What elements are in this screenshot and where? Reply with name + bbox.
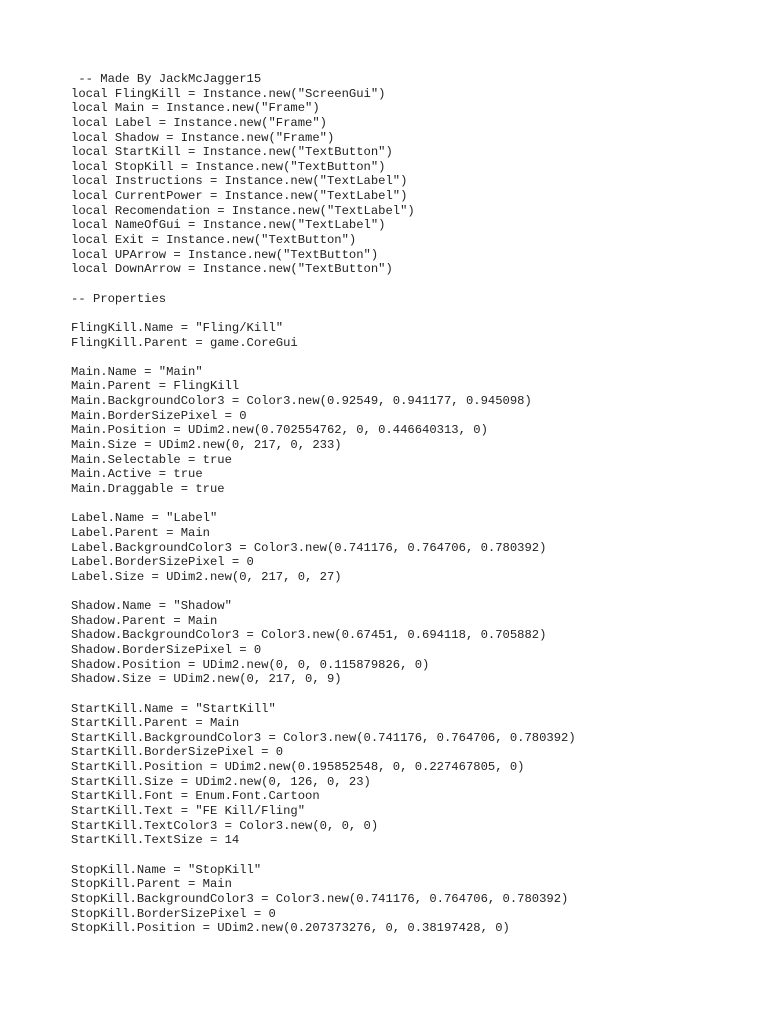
code-line: local Label = Instance.new("Frame") bbox=[71, 115, 327, 130]
code-line: StartKill.BorderSizePixel = 0 bbox=[71, 745, 284, 760]
code-line bbox=[71, 277, 751, 292]
code-line: Shadow.BackgroundColor3 = Color3.new(0.67451, 0.694118, 0.705882) bbox=[71, 628, 547, 643]
code-line: Main.Active = true bbox=[71, 467, 203, 482]
code-line: Main.Parent = FlingKill bbox=[71, 379, 240, 394]
code-line: local FlingKill = Instance.new("ScreenGui") bbox=[71, 86, 386, 101]
code-line: Main.BorderSizePixel = 0 bbox=[71, 408, 247, 423]
code-line: StartKill.Font = Enum.Font.Cartoon bbox=[71, 789, 320, 804]
code-line: local NameOfGui = Instance.new("TextLabel") bbox=[71, 218, 386, 233]
code-line: local Instructions = Instance.new("TextLabel") bbox=[71, 174, 408, 189]
code-line: Main.Selectable = true bbox=[71, 452, 232, 467]
code-line: Shadow.Parent = Main bbox=[71, 613, 218, 628]
code-document bbox=[71, 72, 751, 936]
code-line bbox=[71, 350, 751, 365]
code-line: local Exit = Instance.new("TextButton") bbox=[71, 233, 357, 248]
code-line: Label.Name = "Label" bbox=[71, 511, 218, 526]
code-line bbox=[71, 497, 751, 512]
code-line bbox=[71, 584, 751, 599]
code-line: StartKill.Text = "FE Kill/Fling" bbox=[71, 804, 306, 819]
code-line: local StartKill = Instance.new("TextButton") bbox=[71, 145, 393, 160]
code-line: Shadow.Position = UDim2.new(0, 0, 0.115879826, 0) bbox=[71, 657, 430, 672]
code-line: StopKill.Name = "StopKill" bbox=[71, 862, 262, 877]
code-line: StartKill.Name = "StartKill" bbox=[71, 701, 276, 716]
code-line: StartKill.TextColor3 = Color3.new(0, 0, 0) bbox=[71, 818, 379, 833]
code-line: local Shadow = Instance.new("Frame") bbox=[71, 130, 335, 145]
code-line: local UPArrow = Instance.new("TextButton") bbox=[71, 247, 379, 262]
code-line: Main.Position = UDim2.new(0.702554762, 0, 0.446640313, 0) bbox=[71, 423, 488, 438]
code-line: Label.BorderSizePixel = 0 bbox=[71, 555, 254, 570]
code-line: local Recomendation = Instance.new("TextLabel") bbox=[71, 203, 415, 218]
code-line: Shadow.Name = "Shadow" bbox=[71, 599, 232, 614]
code-line: Label.BackgroundColor3 = Color3.new(0.741176, 0.764706, 0.780392) bbox=[71, 540, 547, 555]
code-line: StartKill.TextSize = 14 bbox=[71, 833, 240, 848]
code-line bbox=[71, 687, 751, 702]
code-line: -- Made By JackMcJagger15 bbox=[71, 72, 262, 86]
code-line: StopKill.Parent = Main bbox=[71, 877, 232, 892]
code-line: Label.Parent = Main bbox=[71, 525, 210, 540]
code-line bbox=[71, 306, 751, 321]
code-line: Main.Size = UDim2.new(0, 217, 0, 233) bbox=[71, 438, 342, 453]
code-line: Main.Draggable = true bbox=[71, 481, 225, 496]
code-line: StartKill.Position = UDim2.new(0.195852548, 0, 0.227467805, 0) bbox=[71, 760, 525, 775]
code-line: Main.Name = "Main" bbox=[71, 364, 203, 379]
code-line: -- Properties bbox=[71, 291, 167, 306]
code-line: StopKill.BorderSizePixel = 0 bbox=[71, 906, 276, 921]
code-line: local DownArrow = Instance.new("TextButton") bbox=[71, 262, 393, 277]
code-line: local Main = Instance.new("Frame") bbox=[71, 101, 320, 116]
code-line: StartKill.BackgroundColor3 = Color3.new(0.741176, 0.764706, 0.780392) bbox=[71, 730, 576, 745]
code-line: StopKill.BackgroundColor3 = Color3.new(0.741176, 0.764706, 0.780392) bbox=[71, 891, 569, 906]
code-line: local StopKill = Instance.new("TextButton") bbox=[71, 159, 386, 174]
code-line bbox=[71, 848, 751, 863]
code-line: Shadow.BorderSizePixel = 0 bbox=[71, 642, 262, 657]
code-line: FlingKill.Name = "Fling/Kill" bbox=[71, 320, 284, 335]
code-line: local CurrentPower = Instance.new("TextLabel") bbox=[71, 189, 408, 204]
code-line: Main.BackgroundColor3 = Color3.new(0.92549, 0.941177, 0.945098) bbox=[71, 394, 532, 409]
code-line: StartKill.Size = UDim2.new(0, 126, 0, 23) bbox=[71, 774, 371, 789]
code-line: StartKill.Parent = Main bbox=[71, 716, 240, 731]
code-line: StopKill.Position = UDim2.new(0.207373276, 0, 0.38197428, 0) bbox=[71, 921, 510, 936]
code-line: FlingKill.Parent = game.CoreGui bbox=[71, 335, 298, 350]
code-line: Shadow.Size = UDim2.new(0, 217, 0, 9) bbox=[71, 672, 342, 687]
code-line: Label.Size = UDim2.new(0, 217, 0, 27) bbox=[71, 569, 342, 584]
